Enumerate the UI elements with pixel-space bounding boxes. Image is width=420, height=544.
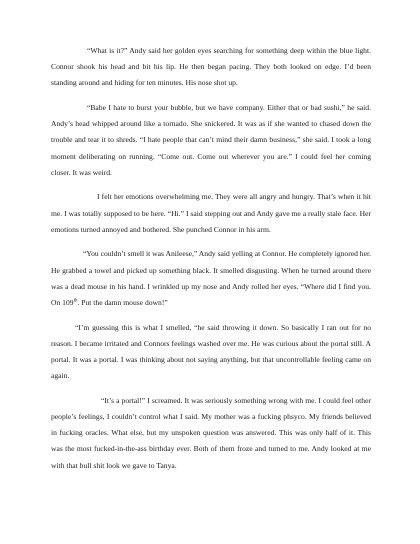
paragraph-4-text-before: “You couldn’t smell it was Anileese,” Andy said yelling at Connor. He completely ignored her. He grabbed a towel and picked up something black. It smelled disgusting. When he turned around there was a dead mouse in his hand. I wrinkled up my nose and Andy rolled her eyes. “Where did I find you. On 109: [51, 249, 371, 308]
paragraph-6: “It’s a portal!” I screamed. It was seriously something wrong with me. I could feel other people’s feelings, I couldn’t control what I said. My mother was a fucking phsyco. My friends believed in fucking oracles. What else, but my unspoken question was answered. This was only half of it. This was the most fucked-in-the-ass birthday ever. Both of them froze and turned to me. Andy looked at me with that bull shit look we gave to Tanya.: [51, 395, 371, 470]
paragraph-1: “What is it?” Andy said her golden eyes searching for something deep within the blue light. Connor shook his head and bit his lip. He then began pacing. They both looked on edge. I’d been standing around and hiding for ten minutes. His nose shot up.: [51, 46, 371, 88]
paragraph-4-text-after: . Put the damn mouse down!”: [77, 298, 168, 308]
paragraph-4: [51, 246, 371, 311]
paragraph-2: “Babe I hate to burst your bubble, but we have company. Either that or bad sushi,” he said. Andy’s head whipped around like a tornado. She snickered. It was as if she wanted to chased down the trouble and tear it to shreds. “I hate people that can’t mind their damn business,” she said. I took a long moment deliberating on running. “Come out. Come out wherever you are.” I could feel her coming closer. It was weird.: [51, 103, 371, 177]
document-body: [51, 43, 371, 482]
paragraph-3: I felt her emotions overwhelming me. They were all angry and hungry. That’s when it hit me. I was totally supposed to be here. “Hi.” I said stepping out and Andy gave me a really stale face. Her emotions turned annoyed and bothered. She punched Connor in his arm.: [51, 192, 371, 234]
paragraph-5: “I’m guessing this is what I smelled, “he said throwing it down. So basically I ran out for no reason. I became irritated and Connors feelings washed over me. He was curious about the portal still. A portal. It was a portal. I was thinking about not saying anything, but that uncontrollable feeling came on again.: [51, 322, 371, 381]
ordinal-suffix: th: [73, 298, 78, 304]
